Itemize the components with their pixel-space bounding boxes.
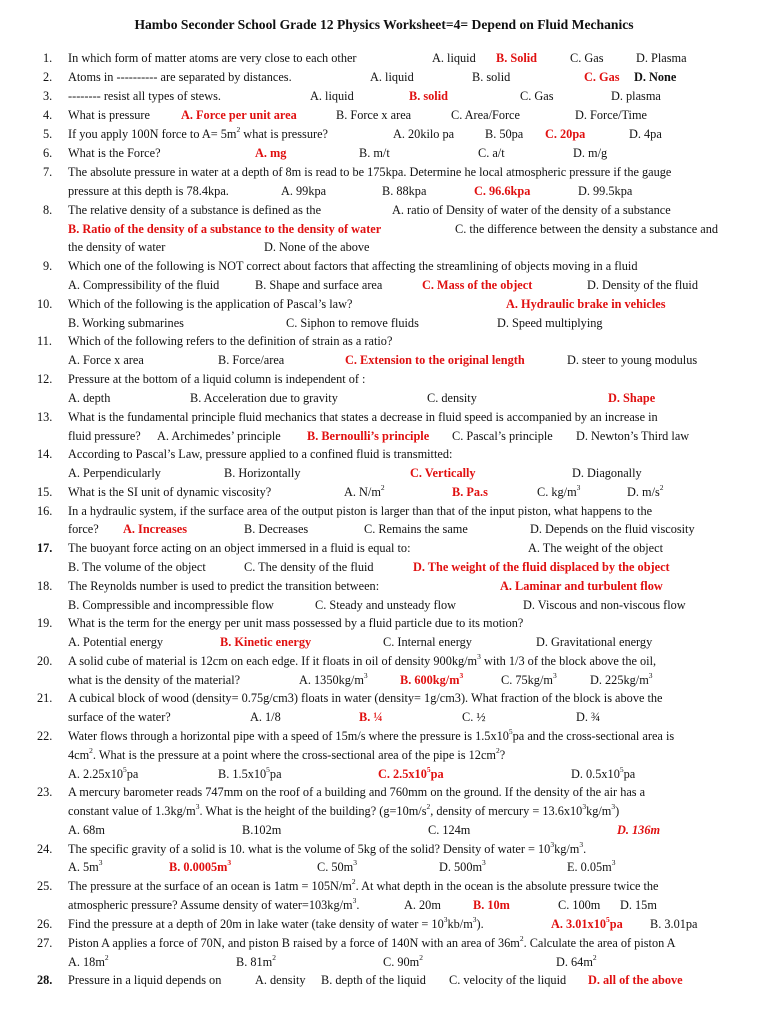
question-number: 7. xyxy=(43,165,53,179)
question-text: A mercury barometer reads 747mm on the roof of a building and 760mm on the ground. If the density of the air has a xyxy=(68,785,646,799)
option-b: B. Working submarines xyxy=(68,316,184,330)
question-text: Pressure at the bottom of a liquid column is independent of : xyxy=(68,372,366,386)
question-number: 12. xyxy=(37,372,53,386)
option-d: D. steer to young modulus xyxy=(567,353,698,367)
option-a: A. 20m xyxy=(404,898,441,912)
option-b: B. Force/area xyxy=(218,353,285,367)
option-b: B. $81m^2$ xyxy=(236,953,276,969)
option-a-answer: A. Hydraulic brake in vehicles xyxy=(506,297,666,311)
question-text: Which of the following refers to the definition of strain as a ratio? xyxy=(68,334,393,348)
question-number: 24. xyxy=(37,842,53,856)
option-d: D. $0.5x10^5pa$ xyxy=(571,765,636,781)
option-a: A. $5m^3$ xyxy=(68,858,103,874)
question-text: Piston A applies a force of 70N, and piston B raised by a force of 140N with an area of $36m^2$. Calculate the area of piston A xyxy=(68,934,676,950)
option-a: A. $N/m^2$ xyxy=(344,483,385,499)
question-text-cont: atmospheric pressure? Assume density of $water=103kg/m^3$. xyxy=(68,896,360,912)
option-d: D. Viscous and non-viscous flow xyxy=(523,598,686,612)
question-number: 8. xyxy=(43,203,53,217)
question-text: The pressure at the surface of an ocean is $1atm = 105N/m^2$. At what depth in the ocean is the absolute pressure twice the xyxy=(68,877,659,893)
option-c: C. 124m xyxy=(428,823,471,837)
question-text: Atoms in ---------- are separated by distances. xyxy=(68,70,292,84)
option-c: C. Internal energy xyxy=(383,635,472,649)
option-a: A. ratio of Density of water of the density of a substance xyxy=(392,203,671,217)
option-e: E. $0.05m^3$ xyxy=(567,858,616,874)
option-b: B. 3.01pa xyxy=(650,917,698,931)
question-number: 20. xyxy=(37,654,53,668)
option-b-answer: B. $600kg/m^3$ xyxy=(400,671,464,687)
question-text-cont: surface of the water? xyxy=(68,710,171,724)
option-c-answer: C. Extension to the original length xyxy=(345,353,525,367)
option-c: C. Pascal’s principle xyxy=(452,429,553,443)
question-text: The Reynolds number is used to predict the transition between: xyxy=(68,579,380,593)
question-text: A cubical block of wood (density= 0.75g/cm3) floats in water (density= 1g/cm3). What fraction of the block is above the xyxy=(68,691,663,705)
option-b-answer: B. $0.0005m^3$ xyxy=(169,858,232,874)
question-number: 22. xyxy=(37,729,53,743)
option-c: C. The density of the fluid xyxy=(244,560,374,574)
option-a: A. $1350kg/m^3$ xyxy=(299,671,368,687)
question-text-cont: pressure at this depth is 78.4kpa. xyxy=(68,184,229,198)
option-c-answer: C. $2.5x10^5pa$ xyxy=(378,765,444,781)
question-number: 14. xyxy=(37,447,53,461)
option-d: D. Plasma xyxy=(636,51,687,65)
option-c: C. $90m^2$ xyxy=(383,953,423,969)
question-number: 17. xyxy=(37,541,53,555)
option-a-answer: A. Laminar and turbulent flow xyxy=(500,579,663,593)
question-text: According to Pascal’s Law, pressure applied to a confined fluid is transmitted: xyxy=(68,447,453,461)
option-b: B. The volume of the object xyxy=(68,560,206,574)
option-a: A. Perpendicularly xyxy=(68,466,161,480)
option-b: B. 50pa xyxy=(485,127,524,141)
question-number: 11. xyxy=(37,334,52,348)
question-number: 19. xyxy=(37,616,53,630)
option-d: D. Gravitational energy xyxy=(536,635,653,649)
option-b-answer: B. Pa.s xyxy=(452,485,488,499)
question-number: 27. xyxy=(37,936,53,950)
question-text: Water flows through a horizontal pipe with a speed of 15m/s where the pressure is $1.5x10^5pa$ and the cross-sectional area is xyxy=(68,727,675,743)
option-b: B. solid xyxy=(472,70,511,84)
question-text: What is the Force? xyxy=(68,146,161,160)
question-text: In which form of matter atoms are very close to each other xyxy=(68,51,357,65)
question-text: Which one of the following is NOT correct about factors that affecting the streamlining of objects moving in a fluid xyxy=(68,259,638,273)
question-number: 23. xyxy=(37,785,53,799)
question-text: The specific gravity of a solid is 10. what is the volume of 5kg of the solid? Density of water = $10^3kg/m^3$. xyxy=(68,840,587,856)
option-c-answer: C. 96.6kpa xyxy=(474,184,531,198)
question-text: Find the pressure at a depth of 20m in lake water (take density of water = $10^3kb/m^3$). xyxy=(68,915,484,931)
option-b-answer: B. solid xyxy=(409,89,448,103)
option-b: B. Force x area xyxy=(336,108,412,122)
option-d: D. $500m^3$ xyxy=(439,858,486,874)
option-d: D. $m/s^2$ xyxy=(627,483,664,499)
page-title: Hambo Seconder School Grade 12 Physics Worksheet=4= Depend on Fluid Mechanics xyxy=(134,17,634,32)
option-a: A. 20kilo pa xyxy=(393,127,455,141)
question-number: 21. xyxy=(37,691,53,705)
option-d: D. ¾ xyxy=(576,710,601,724)
question-number: 6. xyxy=(43,146,53,160)
option-d-answer: D. all of the above xyxy=(588,973,683,987)
option-a: A. $2.25x10^5pa$ xyxy=(68,765,139,781)
option-d-answer: D. Shape xyxy=(608,391,656,405)
option-b: B. depth of the liquid xyxy=(321,973,426,987)
option-d: D. m/g xyxy=(573,146,608,160)
option-c: C. the difference between the density a substance and xyxy=(455,222,719,236)
option-c: C. velocity of the liquid xyxy=(449,973,567,987)
question-text: The absolute pressure in water at a depth of 8m is read to be 175kpa. Determine he local atmospheric pressure if the gauge xyxy=(68,165,672,179)
question-number: 18. xyxy=(37,579,53,593)
option-d: D. $225kg/m^3$ xyxy=(590,671,653,687)
question-text: The buoyant force acting on an object immersed in a fluid is equal to: xyxy=(68,541,411,555)
option-b-answer: B. Kinetic energy xyxy=(220,635,312,649)
option-a: A. 99kpa xyxy=(281,184,327,198)
question-text: What is pressure xyxy=(68,108,150,122)
option-d: D. Density of the fluid xyxy=(587,278,698,292)
question-text: -------- resist all types of stews. xyxy=(68,89,221,103)
question-number: 28. xyxy=(37,973,53,987)
option-c: C. $50m^3$ xyxy=(317,858,357,874)
option-d: D. $64m^2$ xyxy=(556,953,597,969)
question-text: A solid cube of material is 12cm on each edge. If it floats in oil of density $900kg/m^3$ with 1/3 of the block above the oil, xyxy=(68,652,657,668)
option-a: A. The weight of the object xyxy=(528,541,664,555)
question-text-cont: constant value of $1.3kg/m^3$. What is the height of the building? ($g=10m/s^2$, density of mercury = $13.6x10^3kg/m^3$) xyxy=(68,802,620,818)
question-number: 3. xyxy=(43,89,53,103)
option-a-answer: A. $3.01x10^5pa$ xyxy=(551,915,623,931)
option-d: D. 15m xyxy=(620,898,657,912)
option-d: D. Depends on the fluid viscosity xyxy=(530,522,695,536)
question-number: 5. xyxy=(43,127,53,141)
question-number: 10. xyxy=(37,297,53,311)
option-c: C. $75kg/m^3$ xyxy=(501,671,557,687)
question-text-cont: force? xyxy=(68,522,99,536)
option-b: B. Decreases xyxy=(244,522,309,536)
question-text: What is the SI unit of dynamic viscosity? xyxy=(68,485,272,499)
option-a: A. 1/8 xyxy=(250,710,281,724)
option-c: C. $kg/m^3$ xyxy=(537,483,581,499)
option-b-answer: B. ¼ xyxy=(359,710,383,724)
option-b: B. Shape and surface area xyxy=(255,278,383,292)
option-d: D. 99.5kpa xyxy=(578,184,633,198)
option-c-answer: C. Vertically xyxy=(410,466,476,480)
option-a: A. liquid xyxy=(432,51,476,65)
option-d-answer: D. The weight of the fluid displaced by the object xyxy=(413,560,670,574)
option-a: A. Archimedes’ principle xyxy=(157,429,281,443)
question-number: 25. xyxy=(37,879,53,893)
option-d-answer: D. 136m xyxy=(617,823,661,837)
question-number: 15. xyxy=(37,485,53,499)
question-number: 13. xyxy=(37,410,53,424)
option-a: A. Compressibility of the fluid xyxy=(68,278,220,292)
option-a: A. depth xyxy=(68,391,111,405)
option-a: A. density xyxy=(255,973,306,987)
question-number: 26. xyxy=(37,917,53,931)
option-c-cont: the density of water xyxy=(68,240,166,254)
option-b: B. m/t xyxy=(359,146,390,160)
option-d: D. plasma xyxy=(611,89,661,103)
question-number: 9. xyxy=(43,259,53,273)
option-d: D. None xyxy=(634,70,677,84)
option-a-answer: A. Force per unit area xyxy=(181,108,297,122)
question-text: In a hydraulic system, if the surface area of the output piston is larger than that of the input piston, what happens to the xyxy=(68,504,653,518)
question-text: The relative density of a substance is defined as the xyxy=(68,203,322,217)
question-text: Which of the following is the application of Pascal’s law? xyxy=(68,297,353,311)
option-b: B.102m xyxy=(242,823,282,837)
option-c: C. density xyxy=(427,391,477,405)
option-c: C. Remains the same xyxy=(364,522,468,536)
option-a: A. Force x area xyxy=(68,353,144,367)
option-b-answer: B. Solid xyxy=(496,51,538,65)
option-a: A. liquid xyxy=(310,89,354,103)
option-d: D. 4pa xyxy=(629,127,662,141)
question-number: 1. xyxy=(43,51,53,65)
option-a-answer: A. mg xyxy=(255,146,287,160)
option-d: D. Speed multiplying xyxy=(497,316,603,330)
question-number: 16. xyxy=(37,504,53,518)
option-d: D. Diagonally xyxy=(572,466,642,480)
question-text-cont: $4cm^2$. What is the pressure at a point where the cross-sectional area of the pipe is $12cm^2$? xyxy=(68,746,506,762)
option-c: C. 100m xyxy=(558,898,601,912)
option-a-answer: A. Increases xyxy=(123,522,187,536)
option-d: D. Newton’s Third law xyxy=(576,429,690,443)
option-b: B. 88kpa xyxy=(382,184,427,198)
option-c-answer: C. Mass of the object xyxy=(422,278,533,292)
option-b: B. Acceleration due to gravity xyxy=(190,391,338,405)
option-c: C. Area/Force xyxy=(451,108,520,122)
option-b: B. Horizontally xyxy=(224,466,301,480)
option-b: B. Compressible and incompressible flow xyxy=(68,598,274,612)
option-a: A. Potential energy xyxy=(68,635,164,649)
option-c: C. Gas xyxy=(570,51,604,65)
option-b-answer: B. Ratio of the density of a substance to the density of water xyxy=(68,222,382,236)
option-c: C. ½ xyxy=(462,710,486,724)
option-a: A. $18m^2$ xyxy=(68,953,109,969)
option-a: A. 68m xyxy=(68,823,105,837)
option-c: C. Gas xyxy=(520,89,554,103)
option-b-answer: B. Bernoulli’s principle xyxy=(307,429,430,443)
question-text: Pressure in a liquid depends on xyxy=(68,973,222,987)
question-number: 4. xyxy=(43,108,53,122)
option-d: D. Force/Time xyxy=(575,108,647,122)
question-text: What is the fundamental principle fluid mechanics that states a decrease in fluid speed is accompanied by an increase in xyxy=(68,410,658,424)
option-b: B. $1.5x10^5pa$ xyxy=(218,765,282,781)
question-text-cont: what is the density of the material? xyxy=(68,673,241,687)
option-d: D. None of the above xyxy=(264,240,370,254)
question-number: 2. xyxy=(43,70,53,84)
option-c: C. a/t xyxy=(478,146,505,160)
option-c: C. Steady and unsteady flow xyxy=(315,598,457,612)
question-text-cont: fluid pressure? xyxy=(68,429,141,443)
option-b-answer: B. 10m xyxy=(473,898,510,912)
option-c: C. Siphon to remove fluids xyxy=(286,316,419,330)
option-c-answer: C. 20pa xyxy=(545,127,586,141)
question-text: What is the term for the energy per unit mass possessed by a fluid particle due to its motion? xyxy=(68,616,524,630)
option-a: A. liquid xyxy=(370,70,414,84)
option-c-answer: C. Gas xyxy=(584,70,620,84)
question-text: If you apply 100N force to $A= 5m^2$ what is pressure? xyxy=(68,125,328,141)
